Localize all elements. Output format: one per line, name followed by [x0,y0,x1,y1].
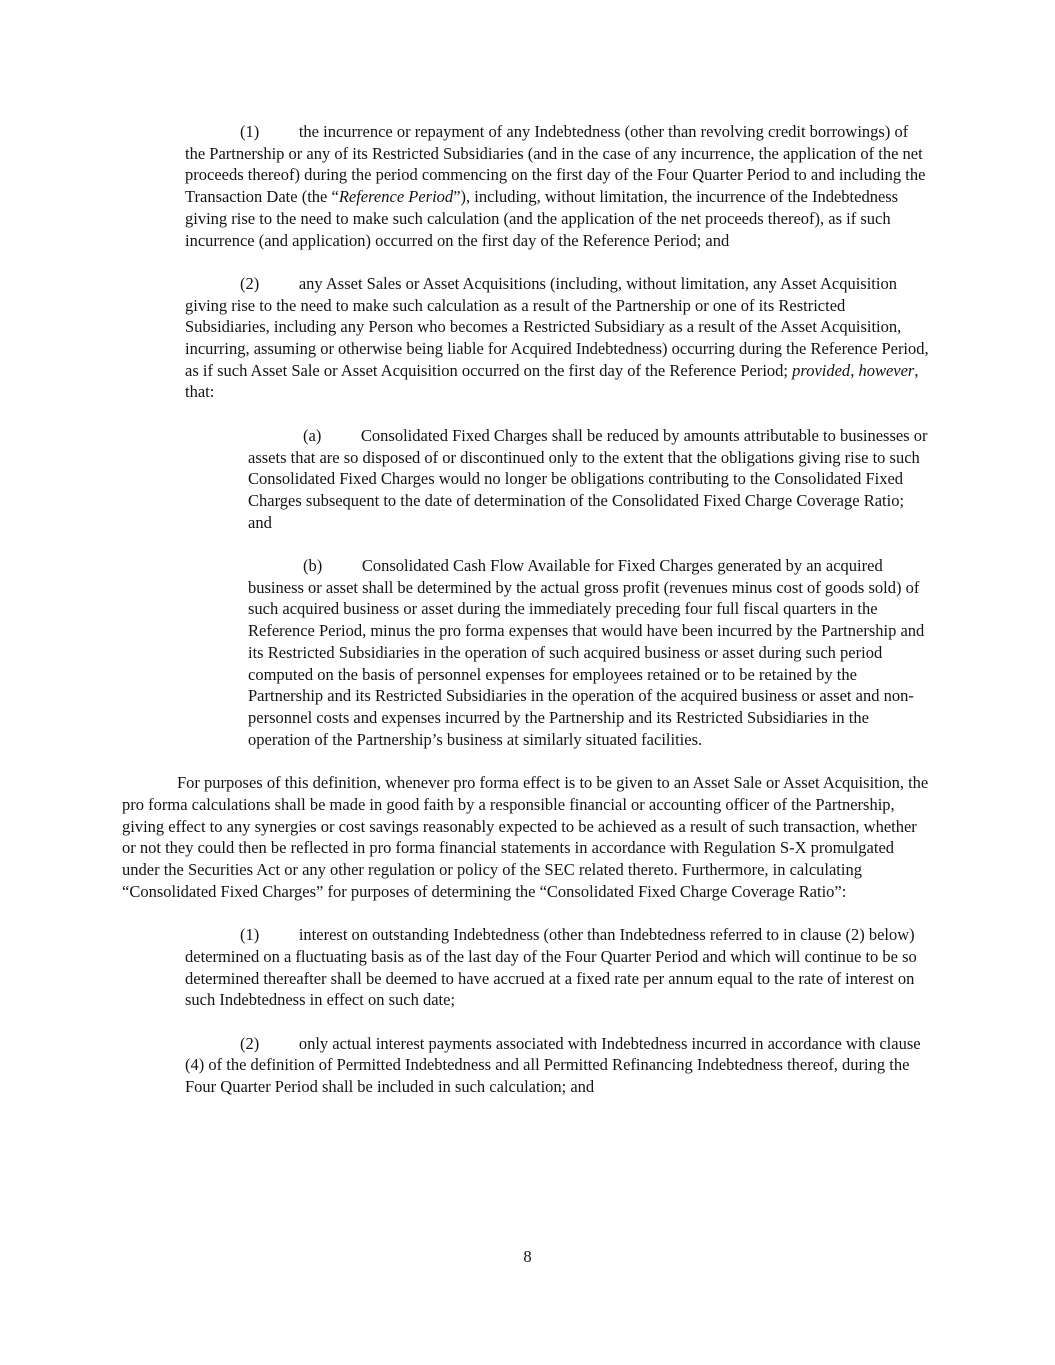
clause-text: Consolidated Fixed Charges shall be reduced by amounts attributable to businesses or assets that are so disposed of or discontinued only to the extent that the obligations giving rise to such Consolidated Fixed Charges would no longer be obligations contributing to the Consolidated Fixed Charges subsequent to the date of determination of the Consolidated Fixed Charge Coverage Ratio; and [248,425,928,532]
paragraph-text: For purposes of this definition, whenever pro forma effect is to be given to an Asset Sale or Asset Acquisition, the pro forma calculations shall be made in good faith by a responsible financial or accounting officer of the Partnership, giving effect to any synergies or cost savings reasonably expected to be achieved as a result of such transaction, whether or not they could then be reflected in pro forma financial statements in accordance with Regulation S-X promulgated under the Securities Act or any other regulation or policy of the SEC related thereto. Furthermore, in calculating “Consolidated Fixed Charges” for purposes of determining the “Consolidated Fixed Charge Coverage Ratio”: [122,773,929,901]
clause-text: ”), including, without limitation, the incurrence of the Indebtedness giving rise to the need to make such calculation (and the application of the net proceeds thereof), as if such incurrence (and application) occurred on the first day of the Reference Period; and [185,187,899,250]
proviso-however: however [858,360,915,380]
document-body [122,121,930,1120]
clause-number: (2) [240,1033,260,1053]
page-number: 8 [523,1247,532,1266]
defined-term-reference-period: Reference Period [338,187,454,207]
clause-text: only actual interest payments associated with Indebtedness incurred in accordance with clause (4) of the definition of Permitted Indebtedness and all Permitted Refinancing Indebtedness thereof, during the Four Quarter Period shall be included in such calculation; and [185,1033,921,1097]
clause-number: (2) [240,273,260,293]
clause-text: the incurrence or repayment of any Indebtedness (other than revolving credit borrowings) of the Partnership or any of its Restricted Subsidiaries (and in the case of any incurrence, the application of the net proceeds thereof) during the period commencing on the first day of the Four Quarter Period to and including the Transaction Date (the “ [185,122,926,207]
pro-forma-paragraph [122,772,930,902]
clause-text: , [850,360,859,380]
clause-number: (a) [303,425,322,445]
clause-2b-paragraph [185,1033,930,1098]
clause-text: , that: [185,360,919,402]
clause-number: (1) [240,925,260,945]
clause-number: (b) [303,556,323,576]
clause-1b-paragraph [185,924,930,1011]
subclause-b-paragraph [248,555,930,750]
clause-text: any Asset Sales or Asset Acquisitions (including, without limitation, any Asset Acquisition giving rise to the need to make such calculation as a result of the Partnership or one of its Restricted Subsidiaries, including any Person who becomes a Restricted Subsidiary as a result of the Asset Acquisition, incurring, assuming or otherwise being liable for Acquired Indebtedness) occurring during the Reference Period, as if such Asset Sale or Asset Acquisition occurred on the first day of the Reference Period; [185,273,929,380]
proviso-provided: provided [792,360,851,380]
clause-text: Consolidated Cash Flow Available for Fixed Charges generated by an acquired business or asset shall be determined by the actual gross profit (revenues minus cost of goods sold) of such acquired business or asset during the immediately preceding four full fiscal quarters in the Reference Period, minus the pro forma expenses that would have been incurred by the Partnership and its Restricted Subsidiaries in the operation of such acquired business or asset during such period computed on the basis of personnel expenses for employees retained or to be retained by the Partnership and its Restricted Subsidiaries in the operation of the acquired business or asset and non-personnel costs and expenses incurred by the Partnership and its Restricted Subsidiaries in the operation of the Partnership’s business at similarly situated facilities. [248,556,925,749]
clause-2-paragraph [185,273,930,403]
clause-number: (1) [240,122,260,141]
subclause-a-paragraph [248,425,930,534]
clause-1-paragraph [185,121,930,251]
clause-text: interest on outstanding Indebtedness (other than Indebtedness referred to in clause (2) below) determined on a fluctuating basis as of the last day of the Four Quarter Period and which will continue to be so determined thereafter shall be deemed to have accrued at a fixed rate per annum equal to the rate of interest on such Indebtedness in effect on such date; [185,925,917,1010]
